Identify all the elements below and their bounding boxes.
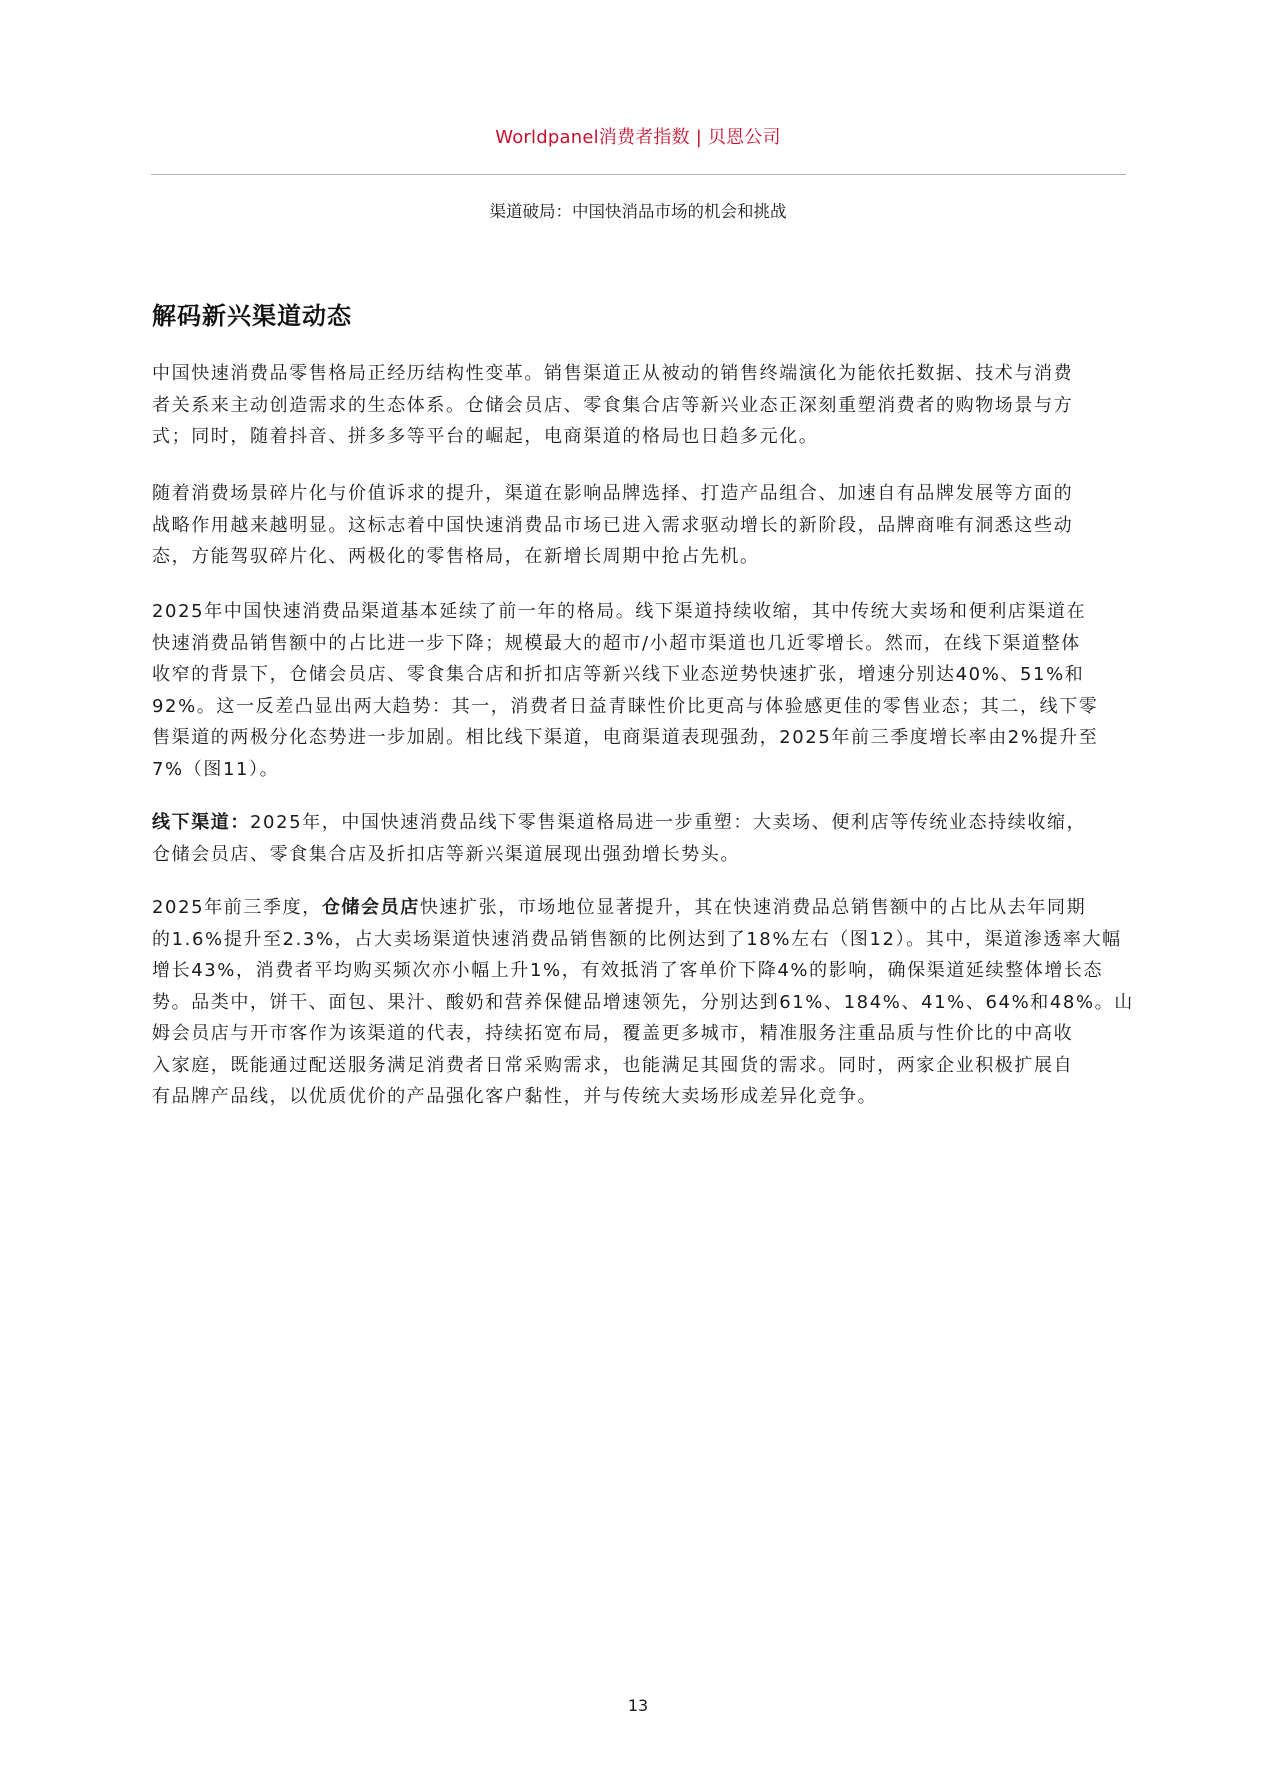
- report-subtitle: 渠道破局：中国快消品市场的机会和挑战: [489, 202, 787, 221]
- paragraph-line: 仓储会员店、零食集合店及折扣店等新兴渠道展现出强劲增长势头。: [152, 843, 740, 865]
- page-number: 13: [627, 1696, 649, 1715]
- paragraph-line: [152, 807, 1127, 839]
- paragraph-line: 中国快速消费品零售格局正经历结构性变革。销售渠道正从被动的销售终端演化为能依托数据、技术与消费: [152, 363, 1074, 384]
- paragraph-2: [152, 478, 1127, 573]
- paragraph-line: 者关系来主动创造需求的生态体系。仓储会员店、零食集合店等新兴业态正深刻重塑消费者的购物场景与方: [152, 394, 1074, 416]
- warehouse-club-highlight: 仓储会员店: [321, 897, 420, 918]
- paragraph-line: 收窄的背景下，仓储会员店、零食集合店和折扣店等新兴线下业态逆势快速扩张，增速分别达40%、51%和: [152, 664, 1085, 685]
- paragraph-line: 式；同时，随着抖音、拼多多等平台的崛起，电商渠道的格局也日趋多元化。: [152, 426, 819, 447]
- paragraph-line: 态，方能驾驭碎片化、两极化的零售格局，在新增长周期中抢占先机。: [152, 546, 760, 567]
- paragraph-line: 姆会员店与开市客作为该渠道的代表，持续拓宽布局，覆盖更多城市，精准服务注重品质与性价比的中高收: [152, 1023, 1074, 1044]
- paragraph-1: [152, 358, 1127, 453]
- paragraph-line: 的1.6%提升至2.3%，占大卖场渠道快速消费品销售额的比例达到了18%左右（图12）。其中，渠道渗透率大幅: [152, 928, 1122, 950]
- paragraph-3: [152, 596, 1127, 785]
- paragraph-line: 2025年中国快速消费品渠道基本延续了前一年的格局。线下渠道持续收缩，其中传统大卖场和便利店渠道在: [152, 601, 1087, 622]
- paragraph-line: 92%。这一反差凸显出两大趋势：其一，消费者日益青睐性价比更高与体验感更佳的零售业态；其二，线下零: [152, 695, 1099, 717]
- paragraph-warehouse-clubs: [152, 892, 1134, 1113]
- header-divider: [151, 174, 1126, 175]
- offline-channels-label: 线下渠道：: [152, 812, 250, 833]
- paragraph-line: 战略作用越来越明显。这标志着中国快速消费品市场已进入需求驱动增长的新阶段，品牌商唯有洞悉这些动: [152, 514, 1074, 536]
- paragraph-text: 2025年前三季度，: [152, 897, 322, 918]
- paragraph-line: 快速消费品销售额中的占比进一步下降；规模最大的超市/小超市渠道也几近零增长。然而，在线下渠道整体: [152, 632, 1081, 654]
- paragraph-text: 2025年，中国快速消费品线下零售渠道格局进一步重塑：大卖场、便利店等传统业态持续收缩，: [250, 812, 1087, 833]
- paragraph-line: 入家庭，既能通过配送服务满足消费者日常采购需求，也能满足其囤货的需求。同时，两家企业积极扩展自: [152, 1054, 1074, 1076]
- paragraph-line: [152, 892, 1127, 924]
- paragraph-offline-channels: [152, 807, 1127, 870]
- paragraph-line: 增长43%，消费者平均购买频次亦小幅上升1%，有效抵消了客单价下降4%的影响，确保渠道延续整体增长态: [152, 960, 1104, 981]
- paragraph-text: 快速扩张，市场地位显著提升，其在快速消费品总销售额中的占比从去年同期: [419, 897, 1087, 918]
- paragraph-line: 售渠道的两极分化态势进一步加剧。相比线下渠道，电商渠道表现强劲，2025年前三季度增长率由2%提升至: [152, 727, 1099, 748]
- page-header-brand: Worldpanel消费者指数 | 贝恩公司: [495, 127, 781, 148]
- paragraph-line: 随着消费场景碎片化与价值诉求的提升，渠道在影响品牌选择、打造产品组合、加速自有品牌发展等方面的: [152, 483, 1074, 504]
- paragraph-line: 7%（图11）。: [152, 758, 280, 780]
- section-title: 解码新兴渠道动态: [152, 302, 352, 330]
- paragraph-line: 有品牌产品线，以优质优价的产品强化客户黏性，并与传统大卖场形成差异化竞争。: [152, 1086, 878, 1107]
- paragraph-line: 势。品类中，饼干、面包、果汁、酸奶和营养保健品增速领先，分别达到61%、184%、41%、64%和48%。山: [152, 991, 1134, 1013]
